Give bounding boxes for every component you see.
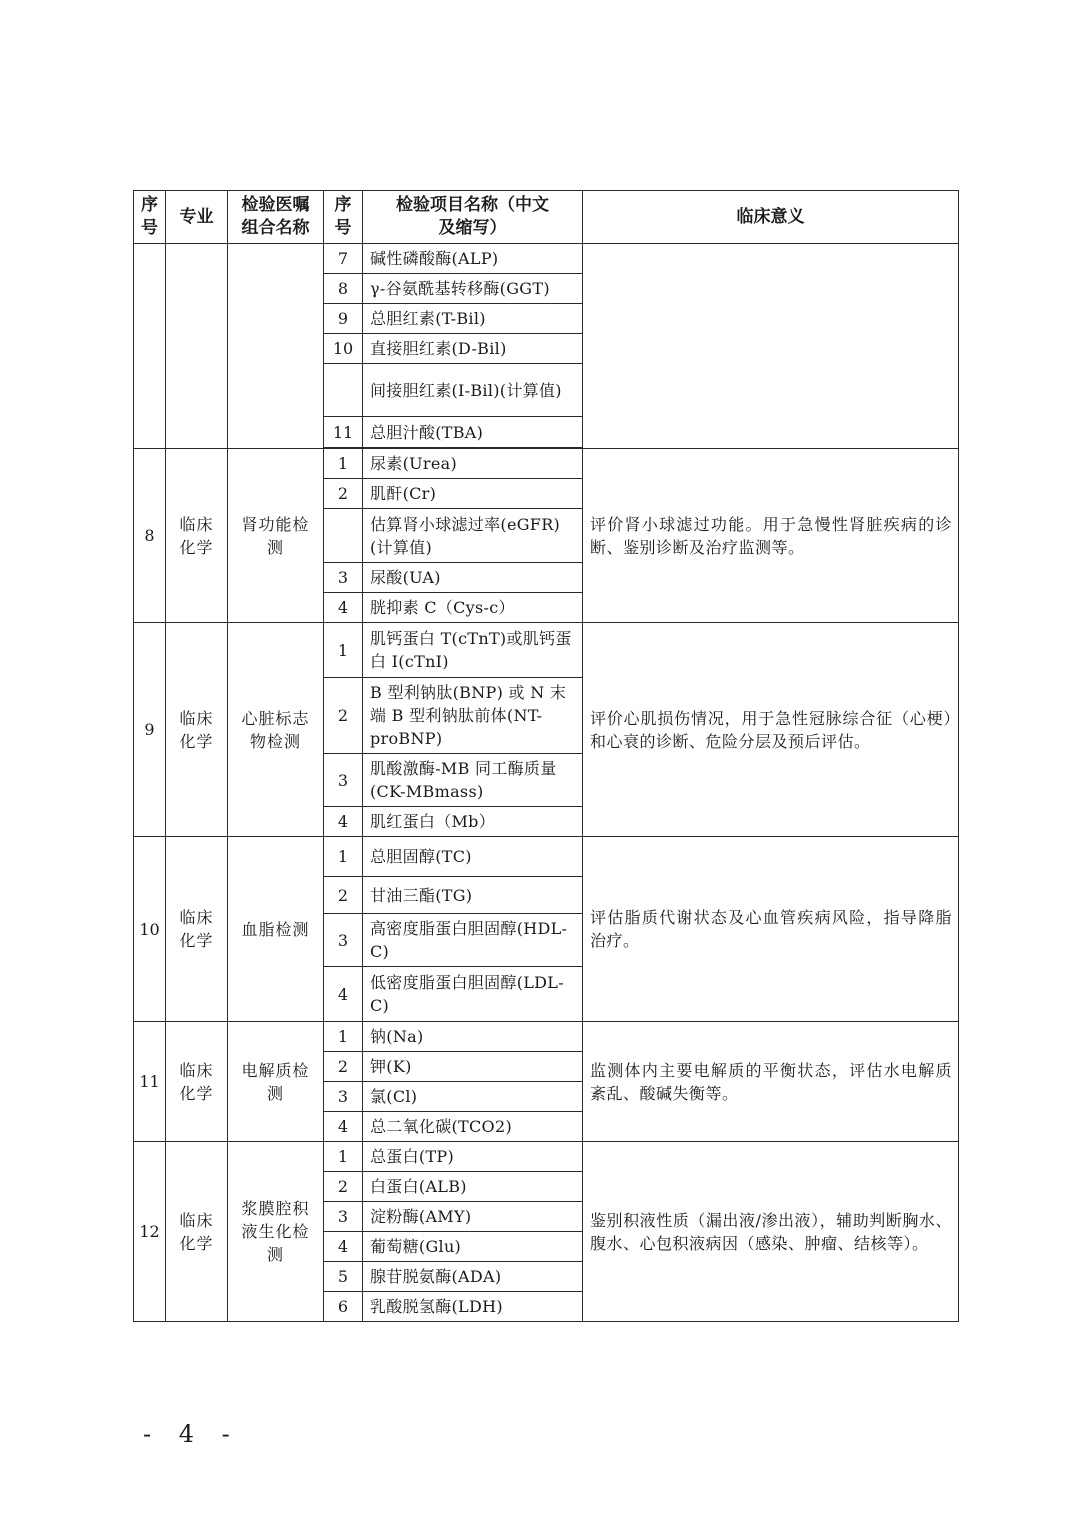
item-seq: 2 xyxy=(324,877,363,914)
item-seq: 1 xyxy=(324,837,363,877)
item-name: 淀粉酶(AMY) xyxy=(363,1202,583,1232)
item-name: 肌酐(Cr) xyxy=(363,479,583,509)
item-name: 总胆汁酸(TBA) xyxy=(363,417,583,448)
item-name: 肌钙蛋白 T(cTnT)或肌钙蛋白 I(cTnI) xyxy=(363,623,583,678)
meaning-cell: 评价心肌损伤情况，用于急性冠脉综合征（心梗）和心衰的诊断、危险分层及预后评估。 xyxy=(583,623,959,837)
header-specialty: 专业 xyxy=(166,191,228,244)
item-seq: 2 xyxy=(324,1172,363,1202)
meaning-cell: 鉴别积液性质（漏出液/渗出液），辅助判断胸水、腹水、心包积液病因（感染、肿瘤、结核等）。 xyxy=(583,1142,959,1322)
table-row xyxy=(134,1022,959,1052)
item-name: 间接胆红素(I-Bil)(计算值) xyxy=(363,364,583,417)
item-seq: 10 xyxy=(324,334,363,364)
specialty-cell: 临床化学 xyxy=(166,1022,228,1142)
item-name: 高密度脂蛋白胆固醇(HDL-C) xyxy=(363,914,583,967)
header-seq: 序号 xyxy=(134,191,166,244)
item-name: 钠(Na) xyxy=(363,1022,583,1052)
meaning-cell: 评价肾小球滤过功能。用于急慢性肾脏疾病的诊断、鉴别诊断及治疗监测等。 xyxy=(583,449,959,623)
item-name: 肌红蛋白（Mb） xyxy=(363,807,583,837)
item-name: 总胆红素(T-Bil) xyxy=(363,304,583,334)
item-seq: 1 xyxy=(324,449,363,479)
item-seq: 7 xyxy=(324,244,363,274)
item-seq: 1 xyxy=(324,623,363,678)
table-row xyxy=(134,837,959,877)
table-row xyxy=(134,1142,959,1172)
item-seq: 6 xyxy=(324,1292,363,1322)
item-name: 尿素(Urea) xyxy=(363,449,583,479)
lab-test-table xyxy=(133,190,959,1322)
group-cell: 肾功能检测 xyxy=(228,449,324,623)
seq-cell: 12 xyxy=(134,1142,166,1322)
item-name: 总蛋白(TP) xyxy=(363,1142,583,1172)
item-name: 总二氧化碳(TCO2) xyxy=(363,1112,583,1142)
seq-cell: 11 xyxy=(134,1022,166,1142)
item-name: 甘油三酯(TG) xyxy=(363,877,583,914)
item-seq: 1 xyxy=(324,1142,363,1172)
item-seq: 8 xyxy=(324,274,363,304)
seq-cell: 10 xyxy=(134,837,166,1022)
item-seq: 4 xyxy=(324,593,363,623)
group-cell: 电解质检测 xyxy=(228,1022,324,1142)
specialty-cell: 临床化学 xyxy=(166,623,228,837)
seq-cell xyxy=(134,244,166,449)
item-seq: 3 xyxy=(324,563,363,593)
table-row xyxy=(134,449,959,479)
header-meaning: 临床意义 xyxy=(583,191,959,244)
item-seq: 11 xyxy=(324,417,363,448)
item-seq: 5 xyxy=(324,1262,363,1292)
meaning-cell: 评估脂质代谢状态及心血管疾病风险，指导降脂治疗。 xyxy=(583,837,959,1022)
item-name: 碱性磷酸酶(ALP) xyxy=(363,244,583,274)
item-seq: 3 xyxy=(324,1082,363,1112)
item-name: 直接胆红素(D-Bil) xyxy=(363,334,583,364)
item-name: 腺苷脱氨酶(ADA) xyxy=(363,1262,583,1292)
item-seq: 4 xyxy=(324,1232,363,1262)
item-seq: 2 xyxy=(324,479,363,509)
meaning-cell xyxy=(583,244,959,449)
table-row xyxy=(134,244,959,274)
header-item-name: 检验项目名称（中文及缩写） xyxy=(363,191,583,244)
item-name: 乳酸脱氢酶(LDH) xyxy=(363,1292,583,1322)
header-group: 检验医嘱组合名称 xyxy=(228,191,324,244)
group-cell: 浆膜腔积液生化检测 xyxy=(228,1142,324,1322)
specialty-cell xyxy=(166,244,228,449)
item-name: 尿酸(UA) xyxy=(363,563,583,593)
group-cell: 心脏标志物检测 xyxy=(228,623,324,837)
item-seq: 4 xyxy=(324,967,363,1022)
specialty-cell: 临床化学 xyxy=(166,1142,228,1322)
page-number: - 4 - xyxy=(143,1420,240,1448)
item-seq: 4 xyxy=(324,1112,363,1142)
item-seq xyxy=(324,509,363,563)
seq-cell: 8 xyxy=(134,449,166,623)
table-row xyxy=(134,623,959,678)
item-seq: 2 xyxy=(324,1052,363,1082)
item-seq: 3 xyxy=(324,914,363,967)
group-cell: 血脂检测 xyxy=(228,837,324,1022)
header-row xyxy=(134,191,959,244)
item-seq: 1 xyxy=(324,1022,363,1052)
item-seq: 3 xyxy=(324,754,363,807)
item-name: 总胆固醇(TC) xyxy=(363,837,583,877)
item-seq: 9 xyxy=(324,304,363,334)
seq-cell: 9 xyxy=(134,623,166,837)
item-name: 胱抑素 C（Cys-c） xyxy=(363,593,583,623)
item-seq: 4 xyxy=(324,807,363,837)
item-name: 葡萄糖(Glu) xyxy=(363,1232,583,1262)
item-seq xyxy=(324,364,363,417)
item-name: 低密度脂蛋白胆固醇(LDL-C) xyxy=(363,967,583,1022)
specialty-cell: 临床化学 xyxy=(166,837,228,1022)
item-name: γ-谷氨酰基转移酶(GGT) xyxy=(363,274,583,304)
item-name: 氯(Cl) xyxy=(363,1082,583,1112)
item-name: 肌酸激酶-MB 同工酶质量(CK-MBmass) xyxy=(363,754,583,807)
header-item-seq: 序号 xyxy=(324,191,363,244)
item-name: 估算肾小球滤过率(eGFR)(计算值) xyxy=(363,509,583,563)
group-cell xyxy=(228,244,324,449)
item-seq: 3 xyxy=(324,1202,363,1232)
item-name: 白蛋白(ALB) xyxy=(363,1172,583,1202)
item-name: B 型利钠肽(BNP) 或 N 末端 B 型利钠肽前体(NT-proBNP) xyxy=(363,678,583,754)
specialty-cell: 临床化学 xyxy=(166,449,228,623)
item-name: 钾(K) xyxy=(363,1052,583,1082)
meaning-cell: 监测体内主要电解质的平衡状态，评估水电解质紊乱、酸碱失衡等。 xyxy=(583,1022,959,1142)
item-seq: 2 xyxy=(324,678,363,754)
